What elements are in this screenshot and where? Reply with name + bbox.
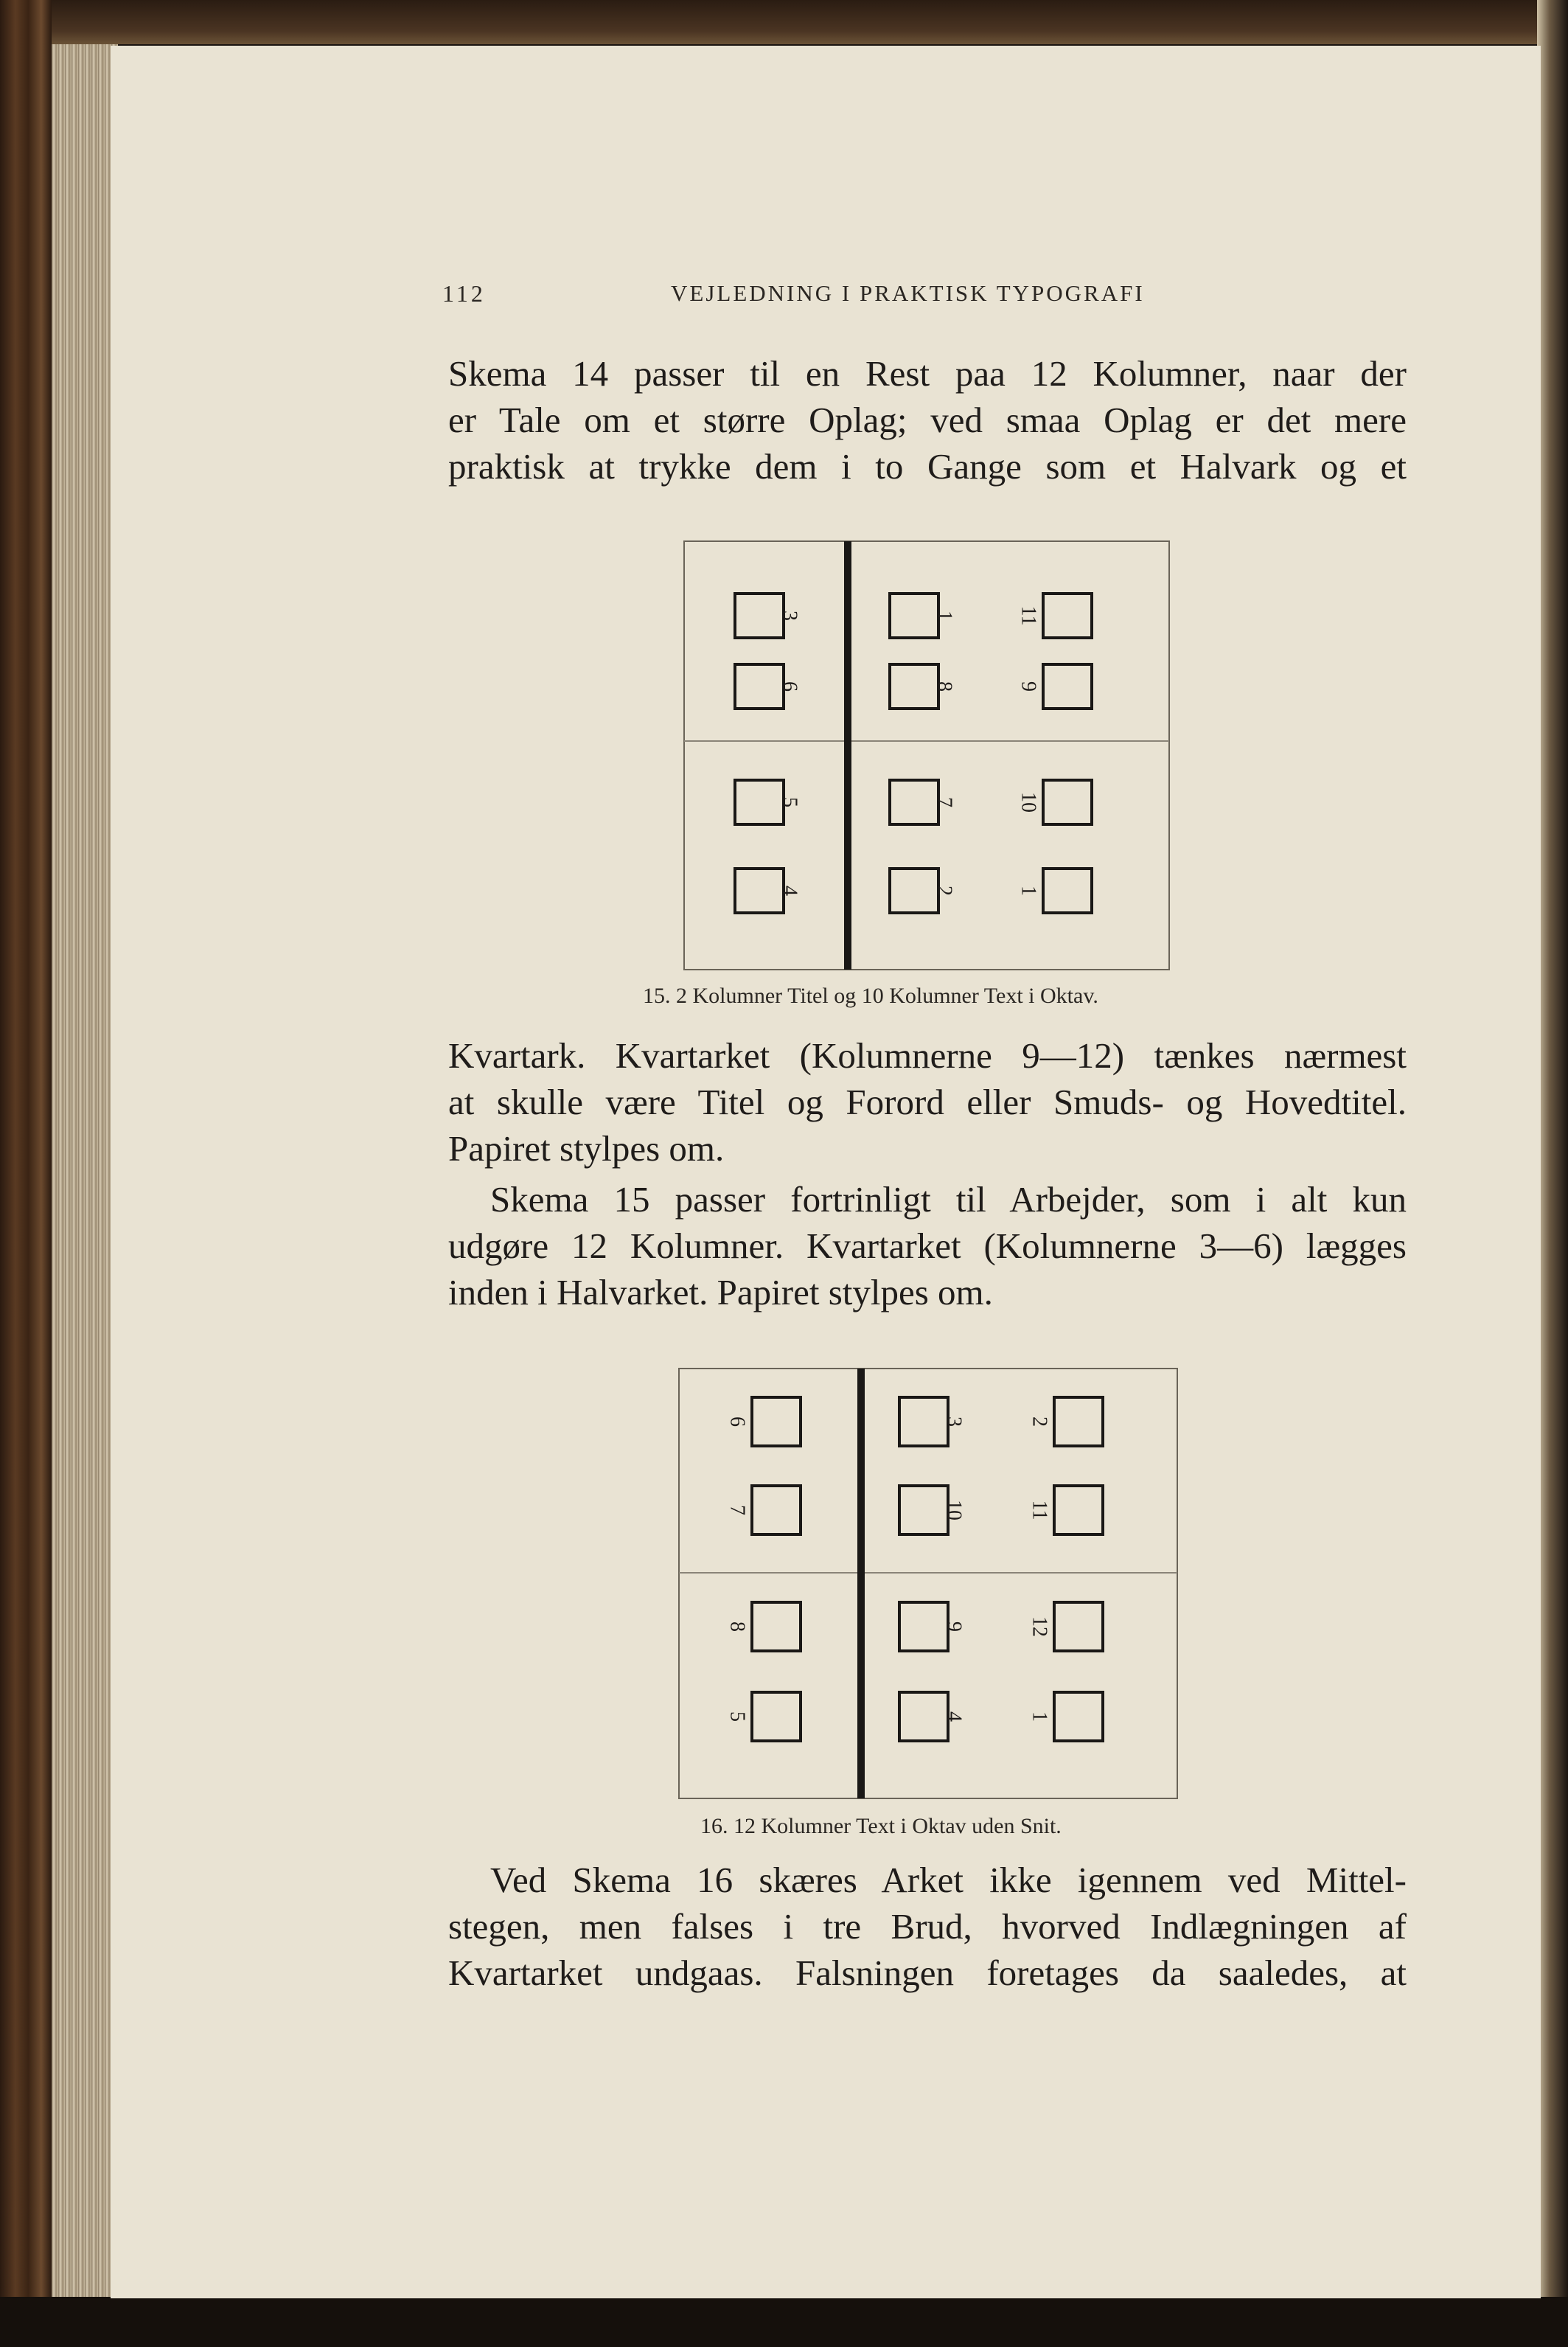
page-number-label: 7 (933, 797, 956, 807)
center-gutter-bar (857, 1369, 865, 1798)
text-line: inden i Halvarket. Papiret stylpes om. (448, 1272, 993, 1312)
page-number-label: 11 (1028, 1500, 1051, 1520)
book-right-edge (1537, 0, 1568, 2347)
page-number-label: 9 (1017, 681, 1040, 692)
text-line: Kvartarket undgaas. Falsningen foretages da saaledes, at (448, 1953, 1407, 1993)
page-number-label: 5 (778, 797, 801, 807)
page-number-label: 5 (725, 1711, 749, 1722)
page-number-label: 1 (1028, 1711, 1051, 1722)
text-line: Skema 15 passer fortrinligt til Arbejder, som i alt kun (490, 1179, 1407, 1220)
page-box (735, 780, 784, 824)
page-box (890, 594, 938, 638)
page-number-label: 9 (942, 1621, 966, 1632)
page-box (752, 1692, 801, 1741)
sheet-border (684, 541, 1169, 970)
page-box (1043, 869, 1092, 913)
book-binding (0, 0, 52, 2347)
text-line: stegen, men falses i tre Brud, hvorved Indlægningen af (448, 1906, 1407, 1947)
imposition-diagram-16 (678, 1368, 1178, 1799)
book-top-edge (0, 0, 1568, 44)
center-gutter-bar (844, 541, 851, 970)
page-edges (52, 44, 118, 2315)
page-box (1054, 1397, 1103, 1446)
page-number-label: 2 (933, 886, 956, 896)
book-bottom-edge (0, 2297, 1568, 2347)
paragraph-4 (448, 1857, 1407, 1996)
page-box (899, 1602, 948, 1651)
page-number-label: 3 (778, 611, 801, 621)
text-line: at skulle være Titel og Forord eller Smuds- og Hovedtitel. (448, 1082, 1407, 1122)
text-line: udgøre 12 Kolumner. Kvartarket (Kolumnerne 3—6) lægges (448, 1225, 1407, 1266)
page-number-label: 11 (1017, 605, 1040, 626)
running-title: VEJLEDNING I PRAKTISK TYPOGRAFI (671, 280, 1145, 306)
page-box (1043, 664, 1092, 709)
page-number-label: 6 (725, 1416, 749, 1427)
page-number-label: 8 (725, 1621, 749, 1632)
page-box (735, 869, 784, 913)
page-box (752, 1397, 801, 1446)
page-number-label: 3 (942, 1416, 966, 1427)
page-number-label: 2 (1028, 1416, 1051, 1427)
page-number-label: 12 (1028, 1616, 1051, 1637)
page-number-label: 10 (942, 1500, 966, 1520)
page-number-label: 1 (933, 611, 956, 621)
page-box (735, 664, 784, 709)
running-head (442, 280, 1224, 317)
text-line: Kvartark. Kvartarket (Kolumnerne 9—12) tænkes nærmest (448, 1035, 1407, 1076)
page-box (1043, 594, 1092, 638)
page-number-label: 6 (778, 681, 801, 692)
page-box (1054, 1602, 1103, 1651)
paragraph-2 (448, 1032, 1407, 1172)
figure-16-caption: 16. 12 Kolumner Text i Oktav uden Snit. (700, 1814, 1062, 1838)
page-box (735, 594, 784, 638)
text-line: Papiret stylpes om. (448, 1128, 725, 1169)
text-line: er Tale om et større Oplag; ved smaa Oplag er det mere (448, 400, 1407, 440)
page-box (752, 1602, 801, 1651)
text-line: Ved Skema 16 skæres Arket ikke igennem ved Mittel- (490, 1860, 1407, 1900)
paragraph-1 (448, 350, 1407, 490)
page-box (1054, 1692, 1103, 1741)
page-number-label: 7 (725, 1505, 749, 1515)
page-number-label: 4 (778, 886, 801, 896)
page-box (1054, 1486, 1103, 1534)
page-number-label: 8 (933, 681, 956, 692)
page-number-label: 4 (942, 1711, 966, 1722)
text-line: praktisk at trykke dem i to Gange som et Halvark og et (448, 446, 1407, 487)
text-line: Skema 14 passer til en Rest paa 12 Kolumner, naar der (448, 353, 1407, 394)
page-box (890, 664, 938, 709)
page-box (899, 1692, 948, 1741)
page-number-label: 10 (1017, 792, 1040, 813)
page-box (899, 1486, 948, 1534)
imposition-diagram-15 (683, 540, 1170, 970)
paragraph-3 (448, 1176, 1407, 1315)
page-number-label: 1 (1017, 886, 1040, 896)
page-box (890, 869, 938, 913)
page-box (899, 1397, 948, 1446)
page-box (890, 780, 938, 824)
figure-15-caption: 15. 2 Kolumner Titel og 10 Kolumner Text i Oktav. (643, 984, 1098, 1008)
page-box (752, 1486, 801, 1534)
page-number: 112 (442, 280, 486, 307)
page-box (1043, 780, 1092, 824)
